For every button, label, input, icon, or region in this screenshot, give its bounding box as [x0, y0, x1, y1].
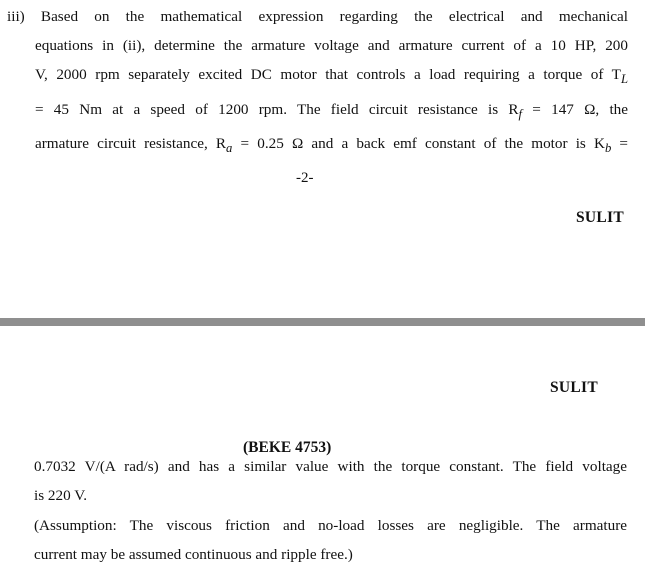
continuation-paragraph: [34, 452, 627, 570]
question-line-2: equations in (ii), determine the armature voltage and armature current of a 10 HP, 200: [35, 37, 628, 55]
page-divider: [0, 318, 645, 326]
continuation-line-2: is 220 V.: [34, 487, 88, 505]
sulit-label-top: SULIT: [576, 209, 625, 226]
sulit-label-bottom: SULIT: [550, 379, 599, 396]
page-bottom: [0, 326, 645, 571]
question-line-4: = 45 Nm at a speed of 1200 rpm. The field circuit resistance is $R_f = 147$ Ω, the: [35, 100, 628, 121]
question-line-3: V, 2000 rpm separately excited DC motor that controls a load requiring a torque of $T_L$: [35, 66, 628, 87]
question-line-1: iii) Based on the mathematical expression regarding the electrical and mechanical: [7, 8, 628, 25]
question-line-5: armature circuit resistance, $R_a = 0.25$ Ω and a back emf constant of the motor is $K_b$ =: [35, 134, 629, 155]
continuation-line-3: (Assumption: The viscous friction and no-load losses are negligible. The armature: [34, 516, 627, 534]
page-number: -2-: [296, 170, 314, 186]
question-paragraph: [7, 2, 628, 163]
continuation-line-1: 0.7032 V/(A rad/s) and has a similar value with the torque constant. The field voltage: [34, 458, 627, 475]
continuation-line-4: current may be assumed continuous and ripple free.): [34, 546, 353, 564]
course-code: (BEKE 4753): [243, 439, 332, 456]
